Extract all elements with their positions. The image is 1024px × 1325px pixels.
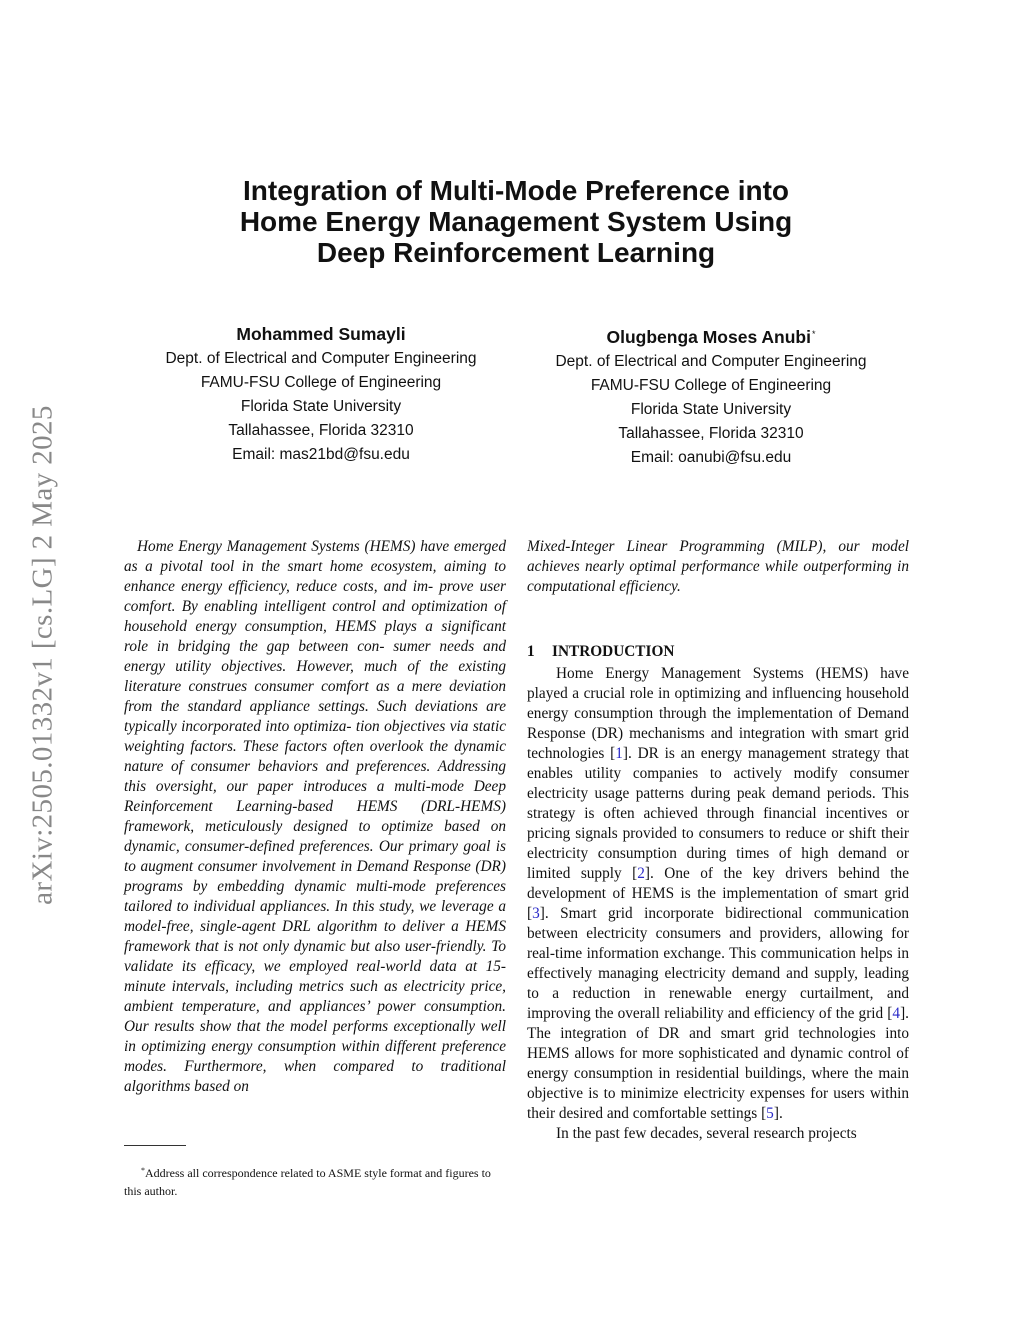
- introduction-body: [527, 664, 909, 1144]
- corresponding-author-mark: *: [811, 329, 816, 339]
- title-line-3: Deep Reinforcement Learning: [316, 237, 716, 268]
- title-line-2: Home Energy Management System Using: [239, 206, 793, 237]
- author-department: Dept. of Electrical and Computer Engineering: [165, 350, 477, 367]
- section-title: INTRODUCTION: [552, 643, 675, 660]
- author-email: Email: mas21bd@fsu.edu: [232, 446, 410, 463]
- citation-link[interactable]: 1: [615, 745, 623, 762]
- author-department: Dept. of Electrical and Computer Engineering: [555, 353, 867, 370]
- citation-link[interactable]: 3: [532, 905, 540, 922]
- abstract: [124, 537, 506, 1097]
- author-address: Tallahassee, Florida 32310: [228, 422, 414, 439]
- footnote: [124, 1162, 506, 1200]
- author-address: Tallahassee, Florida 32310: [618, 425, 804, 442]
- author-email: Email: oanubi@fsu.edu: [630, 449, 792, 466]
- author-university: Florida State University: [630, 401, 792, 418]
- abstract-paragraph: Home Energy Management Systems (HEMS) have emerged as a pivotal tool in the smart home ecosystem, aiming to enhance energy efficiency, reduce costs, and im- prove user comfort. By enabling intelligent control and optimization of household energy consumption, HEMS plays a significant role in bridging the gap between con- sumer needs and energy utility objectives. However, much of the existing literature construes consumer comfort as a mere deviation from the standard appliance settings. Such deviations are typically incorporated into optimiza- tion objectives via static weighting factors. These factors often overlook the dynamic nature of consumer behaviors and preferences. Addressing this oversight, our paper introduces a multi-mode Deep Reinforcement Learning-based HEMS (DRL-HEMS) framework, meticulously designed to optimize based on dynamic, consumer-defined preferences. Our primary goal is to augment consumer involvement in Demand Response (DR) programs by embedding dynamic multi-mode preferences tailored to individual appliances. In this study, we leverage a model-free, single-agent DRL algorithm to deliver a HEMS framework that is not only dynamic but also user-friendly. To validate its efficacy, we employed real-world data at 15-minute intervals, including metrics such as electricity price, ambient temperature, and appliances’ power consumption. Our results show that the model performs exceptionally well in optimizing energy consumption within different preference modes. Furthermore, when compared to traditional algorithms based on: [124, 538, 506, 1095]
- abstract-paragraph-continued: Mixed-Integer Linear Programming (MILP), our model achieves nearly optimal performance while outperforming in computational efficiency.: [527, 538, 909, 595]
- citation-link[interactable]: 4: [892, 1005, 901, 1022]
- arxiv-identifier: arXiv:2505.01332v1 [cs.LG] 2 May 2025: [26, 405, 59, 905]
- citation-link[interactable]: 5: [766, 1105, 774, 1122]
- footnote-divider: [124, 1145, 186, 1146]
- paragraph-text: . The integration of DR and smart grid technologies into HEMS allows for more sophisticated and dynamic control of energy consumption in residential buildings, where the main objective is to minimize electricity expenses for users within their desired and comfortable settings: [527, 1005, 909, 1122]
- title-line-1: Integration of Multi-Mode Preference into: [242, 175, 789, 206]
- author-name: Olugbenga Moses Anubi*: [606, 327, 816, 347]
- section-heading-introduction: [527, 642, 674, 662]
- author-university: Florida State University: [240, 398, 402, 415]
- section-number: 1: [527, 643, 535, 660]
- paragraph-text: . One of the key drivers behind the development of HEMS is the implementation of smart grid: [527, 865, 909, 902]
- footnote-text: Address all correspondence related to ASME style format and figures to this author.: [124, 1166, 491, 1198]
- paragraph-text: .: [778, 1105, 783, 1122]
- author-block-anubi: [511, 322, 911, 470]
- paragraph-text: . DR is an energy management strategy that enables utility companies to actively modify consumer electricity usage patterns during peak demand periods. This strategy is often achieved through financial incentives or pricing signals provided to consumers to reduce or shift their electricity consumption during times of high demand or limited supply: [527, 745, 909, 882]
- paragraph-text: Home Energy Management Systems (HEMS) have played a crucial role in optimizing and influencing household energy consumption through the implementation of Demand Response (DR) mechanisms and integration with smart grid technologies: [527, 665, 909, 762]
- paragraph-text: . Smart grid incorporate bidirectional communication between electricity consumers and providers, allowing for real-time information exchange. This communication helps in effectively managing electricity demand and supply, leading to a reduction in renewable energy curtailment, and improving the overall reliability and efficiency of the grid: [527, 905, 909, 1022]
- introduction-paragraph: Home Energy Management Systems (HEMS) have played a crucial role in optimizing and influencing household energy consumption through the implementation of Demand Response (DR) mechanisms and integration with smart grid technologies [1]. DR is an energy management strategy that enables utility companies to actively modify consumer electricity usage patterns during peak demand periods. This strategy is often achieved through financial incentives or pricing signals provided to consumers to reduce or shift their electricity consumption during times of high demand or limited supply [2]. One of the key drivers behind the development of HEMS is the implementation of smart grid [3]. Smart grid incorporate bidirectional communication between electricity consumers and providers, allowing for real-time information exchange. This communication helps in effectively managing electricity demand and supply, leading to a reduction in renewable energy curtailment, and improving the overall reliability and efficiency of the grid [4]. The integration of DR and smart grid technologies into HEMS allows for more sophisticated and dynamic control of energy consumption in residential buildings, where the main objective is to minimize electricity expenses for users within their desired and comfortable settings [5].: [527, 665, 909, 1122]
- author-name: Mohammed Sumayli: [236, 324, 406, 344]
- introduction-paragraph: In the past few decades, several research projects: [556, 1125, 857, 1142]
- abstract-continuation: [527, 537, 909, 597]
- arxiv-sidebar-stamp: [16, 355, 70, 955]
- author-college: FAMU-FSU College of Engineering: [200, 374, 442, 391]
- citation-link[interactable]: 2: [637, 865, 645, 882]
- author-college: FAMU-FSU College of Engineering: [590, 377, 832, 394]
- footnote-mark: *: [141, 1166, 145, 1175]
- author-block-sumayli: [121, 322, 521, 467]
- paper-title: [160, 175, 872, 268]
